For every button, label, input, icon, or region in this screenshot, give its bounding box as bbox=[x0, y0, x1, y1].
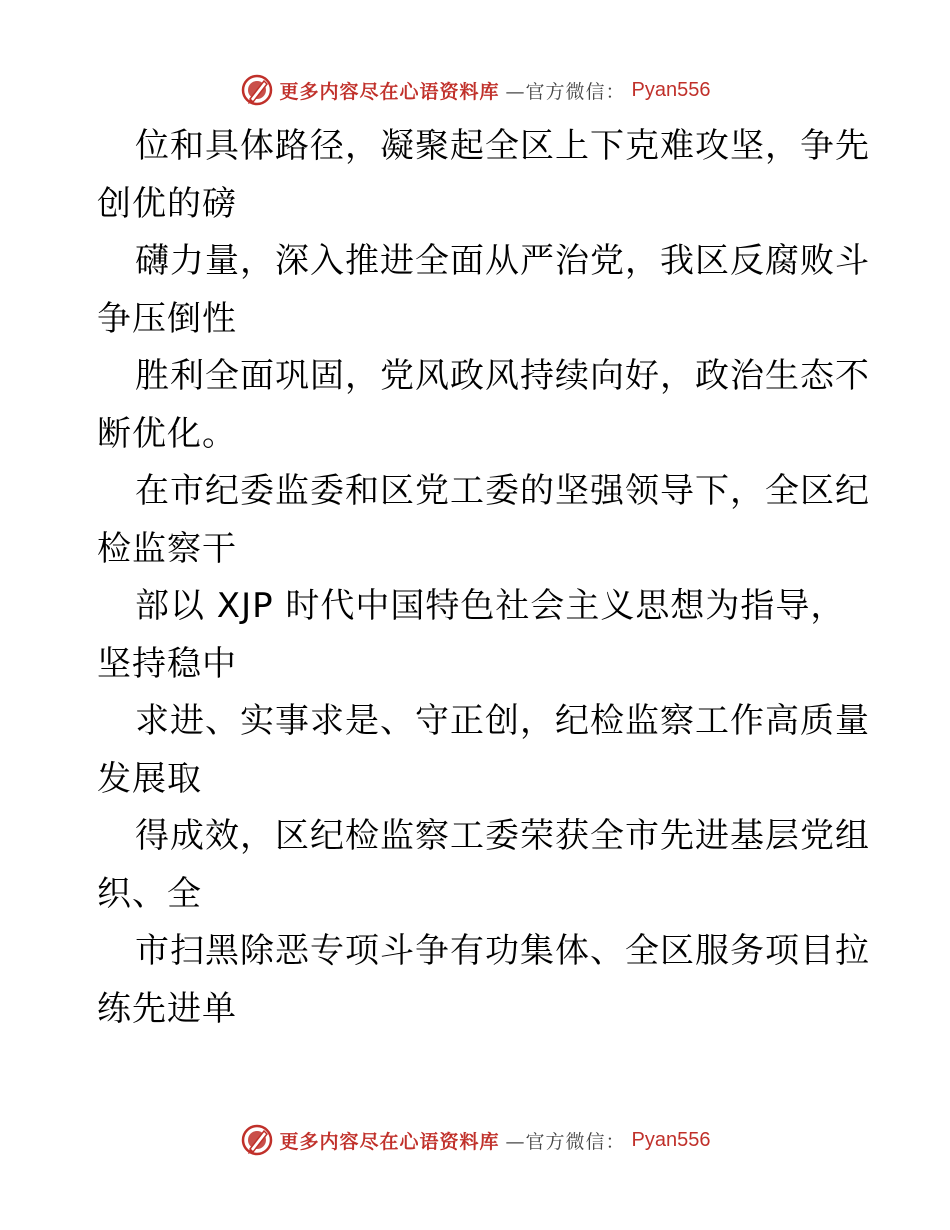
header-watermark bbox=[0, 68, 950, 112]
watermark-wechat-id: Pyan556 bbox=[631, 1128, 711, 1151]
text-line: 部以 XJP 时代中国特色社会主义思想为指导， bbox=[135, 586, 846, 626]
text-line: 练先进单 bbox=[97, 988, 237, 1029]
text-line: 争压倒性 bbox=[97, 298, 237, 339]
watermark-separator: —官方微信： bbox=[505, 80, 626, 103]
text-line: 胜利全面巩固，党风政风持续向好，政治生态不 bbox=[135, 356, 870, 396]
text-line: 检监察干 bbox=[97, 528, 237, 569]
document-body bbox=[97, 118, 870, 1038]
text-line: 求进、实事求是、守正创，纪检监察工作高质量 bbox=[135, 701, 870, 741]
text-line: 织、全 bbox=[97, 873, 202, 914]
watermark-wechat-id: Pyan556 bbox=[631, 78, 711, 101]
watermark-main-text: 更多内容尽在心语资料库 bbox=[279, 80, 500, 103]
watermark-main-text: 更多内容尽在心语资料库 bbox=[279, 1130, 500, 1153]
text-line: 创优的磅 bbox=[97, 183, 237, 224]
text-line: 发展取 bbox=[97, 758, 202, 799]
text-line: 断优化。 bbox=[97, 413, 237, 454]
text-line: 位和具体路径，凝聚起全区上下克难攻坚，争先 bbox=[135, 126, 870, 166]
text-line: 得成效，区纪检监察工委荣获全市先进基层党组 bbox=[135, 816, 870, 856]
text-line: 礴力量，深入推进全面从严治党，我区反腐败斗 bbox=[135, 241, 870, 281]
watermark-separator: —官方微信： bbox=[505, 1130, 626, 1153]
text-line: 坚持稳中 bbox=[97, 643, 237, 684]
pen-nib-logo-icon bbox=[240, 1123, 274, 1157]
pen-nib-logo-icon bbox=[240, 73, 274, 107]
footer-watermark bbox=[0, 1118, 950, 1162]
text-line: 在市纪委监委和区党工委的坚强领导下，全区纪 bbox=[135, 471, 870, 511]
text-line: 市扫黑除恶专项斗争有功集体、全区服务项目拉 bbox=[135, 931, 870, 971]
